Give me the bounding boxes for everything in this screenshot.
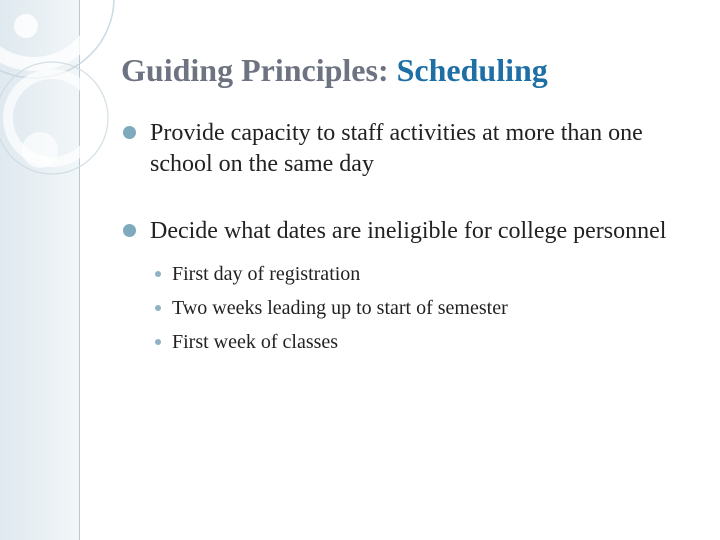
slide-title-highlight: Scheduling [396,52,548,88]
bullet-item-ineligible-dates [121,216,701,359]
slide-title [121,48,548,92]
decorative-circles [0,0,140,240]
bullet-item-capacity [121,118,701,180]
sub-bullet-text: Two weeks leading up to start of semester [172,297,508,319]
sub-bullet-marker [155,305,161,311]
bullet-list [121,118,701,359]
sub-bullet-item-first-week [150,325,701,359]
sub-bullet-list [150,257,701,359]
slide-title-prefix: Guiding Principles: [121,52,397,88]
bullet-text: Decide what dates are ineligible for college personnel [150,218,667,244]
sub-bullet-text: First day of registration [172,263,361,285]
sub-bullet-item-registration [150,257,701,291]
bullet-marker [123,224,136,237]
sub-bullet-text: First week of classes [172,331,339,353]
decorative-circle-disc-small [14,14,38,38]
sub-bullet-marker [155,339,161,345]
bullet-text: Provide capacity to staff activities at more than one school on the same day [150,120,643,177]
sub-bullet-item-two-weeks [150,291,701,325]
bullet-marker [123,126,136,139]
sub-bullet-marker [155,271,161,277]
decorative-circle-ring-large [0,0,100,64]
decorative-circle-disc-low [22,132,58,168]
